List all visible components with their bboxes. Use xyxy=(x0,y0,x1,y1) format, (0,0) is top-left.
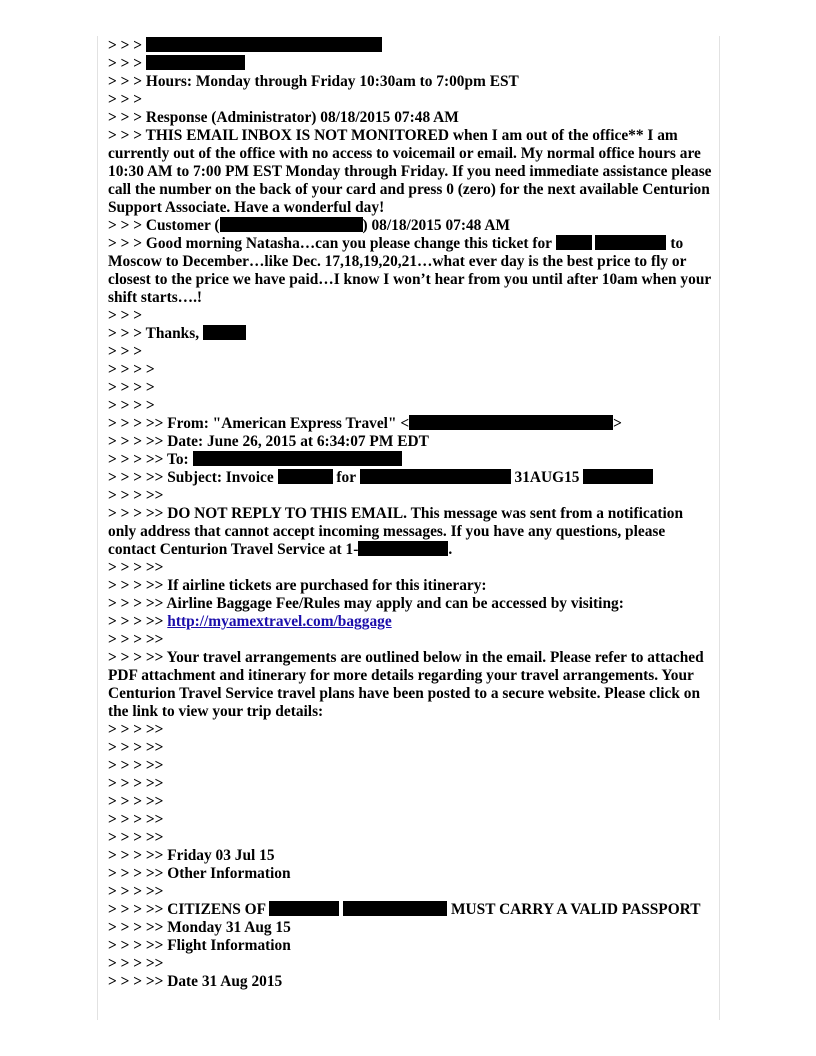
quote-line: > > > >> xyxy=(108,775,164,792)
tickets-line: > > > >> If airline tickets are purchased for this itinerary: xyxy=(108,577,487,594)
friday-line: > > > >> Friday 03 Jul 15 xyxy=(108,847,275,864)
quote-line: > > > >> xyxy=(108,559,164,576)
monday-line: > > > >> Monday 31 Aug 15 xyxy=(108,919,291,936)
redaction xyxy=(360,469,511,484)
customer-request: > > > Good morning Natasha…can you please change this ticket for to Moscow to December…like Dec. 17,18,19,20,21…what ever day is the best price to fly or closest to the price we have paid…I know I won’t hear from you until after 10am when your shift starts….! xyxy=(108,235,715,306)
link-line: > > > >> http://myamextravel.com/baggage xyxy=(108,613,392,630)
date-2015-line: > > > >> Date 31 Aug 2015 xyxy=(108,973,283,990)
arrangements-text: > > > >> Your travel arrangements are outlined below in the email. Please refer to attached PDF attachment and itinerary for more details regarding your travel arrangements. Your Centurion Travel Service travel plans have been posted to a secure website. Please click on the link to view your trip details: xyxy=(108,649,708,720)
thanks-line: > > > Thanks, xyxy=(108,325,714,343)
quote-line: > > > > xyxy=(108,361,155,378)
redaction xyxy=(146,55,245,70)
date-line: > > > >> Date: June 26, 2015 at 6:34:07 PM EDT xyxy=(108,433,429,450)
citizens-line: > > > >> CITIZENS OF MUST CARRY A VALID PASSPORT xyxy=(108,901,701,918)
quote-line: > > > >> xyxy=(108,811,164,828)
redaction xyxy=(409,415,613,430)
quote-line: > > > >> xyxy=(108,793,164,810)
redaction xyxy=(269,901,339,916)
quote-line: > > > xyxy=(108,37,714,55)
quote-line: > > > >> xyxy=(108,757,164,774)
quote-line: > > > >> xyxy=(108,739,164,756)
redaction xyxy=(343,901,447,916)
response-line: > > > Response (Administrator) 08/18/2015 07:48 AM xyxy=(108,109,459,126)
redaction xyxy=(278,469,333,484)
redaction xyxy=(203,325,246,340)
page-border-left xyxy=(97,36,98,1020)
quote-line: > > > xyxy=(108,307,143,324)
to-line: > > > >> To: xyxy=(108,451,714,469)
quote-line: > > > >> xyxy=(108,631,164,648)
baggage-line: > > > >> Airline Baggage Fee/Rules may apply and can be accessed by visiting: xyxy=(108,595,624,612)
quote-line: > > > >> xyxy=(108,487,164,504)
quote-line: > > > >> xyxy=(108,955,164,972)
quote-line: > > > xyxy=(108,91,143,108)
notice-text: > > > >> DO NOT REPLY TO THIS EMAIL. This message was sent from a notification only address that cannot accept incoming messages. If you have any questions, please contact Centurion Travel Service at 1- . xyxy=(108,505,687,558)
redaction xyxy=(556,235,592,250)
auto-reply-text: > > > THIS EMAIL INBOX IS NOT MONITORED when I am out of the office** I am currently out of the office with no access to voicemail or email. My normal office hours are 10:30 AM to 7:00 PM EST Monday through Friday. If you need immediate assistance please call the number on the back of your card and press 0 (zero) for the next available Centurion Support Associate. Have a wonderful day! xyxy=(108,127,716,216)
quote-line: > > > xyxy=(108,343,143,360)
email-thread-body xyxy=(108,37,714,991)
redaction xyxy=(146,37,382,52)
quote-line: > > > xyxy=(108,55,714,73)
from-line: > > > >> From: "American Express Travel" < > xyxy=(108,415,622,432)
redaction xyxy=(220,217,363,232)
hours-line: > > > Hours: Monday through Friday 10:30am to 7:00pm EST xyxy=(108,73,519,90)
quote-line: > > > >> xyxy=(108,829,164,846)
redaction xyxy=(358,541,448,556)
page-border-right xyxy=(719,36,720,1020)
redaction xyxy=(595,235,666,250)
customer-line: > > > Customer ( ) 08/18/2015 07:48 AM xyxy=(108,217,510,234)
quote-line: > > > >> xyxy=(108,721,164,738)
redaction xyxy=(193,451,402,466)
baggage-link[interactable]: http://myamextravel.com/baggage xyxy=(167,613,392,630)
quote-line: > > > > xyxy=(108,379,155,396)
other-info-line: > > > >> Other Information xyxy=(108,865,291,882)
redaction xyxy=(583,469,653,484)
flight-info-line: > > > >> Flight Information xyxy=(108,937,291,954)
quote-line: > > > >> xyxy=(108,883,164,900)
quote-line: > > > > xyxy=(108,397,155,414)
subject-line: > > > >> Subject: Invoice for 31AUG15 xyxy=(108,469,714,487)
